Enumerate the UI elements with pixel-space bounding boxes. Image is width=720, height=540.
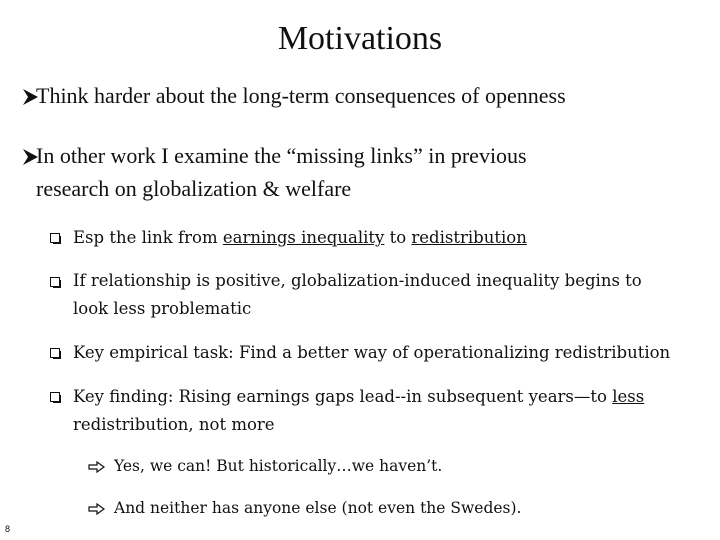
- sub-bullet-text: Key empirical task: Find a better way of operationalizing redistribution: [73, 343, 671, 362]
- checkbox-bullet-icon: [50, 348, 60, 358]
- underlined-term: earnings inequality: [222, 228, 385, 247]
- outlined-arrow-bullet-icon: [88, 503, 106, 515]
- sub-bullet-text: [73, 228, 527, 247]
- sub-sub-bullet-text: Yes, we can! But historically…we haven’t.: [114, 457, 443, 475]
- sub-bullet-text-mid: to: [384, 228, 412, 247]
- slide-number: 8: [5, 524, 11, 534]
- sub-bullet-text-prefix: Key finding: Rising earnings gaps lead--in subsequent years—to: [73, 387, 613, 406]
- checkbox-bullet-icon: [50, 233, 60, 243]
- sub-sub-bullet-text: And neither has anyone else (not even the Swedes).: [114, 499, 522, 517]
- underlined-term: less: [612, 387, 645, 406]
- sub-bullet-text: If relationship is positive, globalization-induced inequality begins to: [73, 271, 642, 290]
- sub-bullet-text: redistribution, not more: [73, 415, 275, 434]
- bullet-text: Think harder about the long-term consequences of openness: [36, 83, 566, 108]
- bullet-text: In other work I examine the “missing links” in previous: [36, 143, 527, 168]
- sub-bullet-text: [73, 387, 644, 406]
- slide-title: Motivations: [277, 20, 443, 57]
- checkbox-bullet-icon: [50, 392, 60, 402]
- checkbox-bullet-icon: [50, 277, 60, 287]
- sub-bullet-text-prefix: Esp the link from: [73, 228, 223, 247]
- sub-bullet-text: look less problematic: [73, 299, 252, 318]
- bullet-text: research on globalization & welfare: [36, 176, 352, 201]
- underlined-term: redistribution: [411, 228, 527, 247]
- outlined-arrow-bullet-icon: [88, 461, 106, 473]
